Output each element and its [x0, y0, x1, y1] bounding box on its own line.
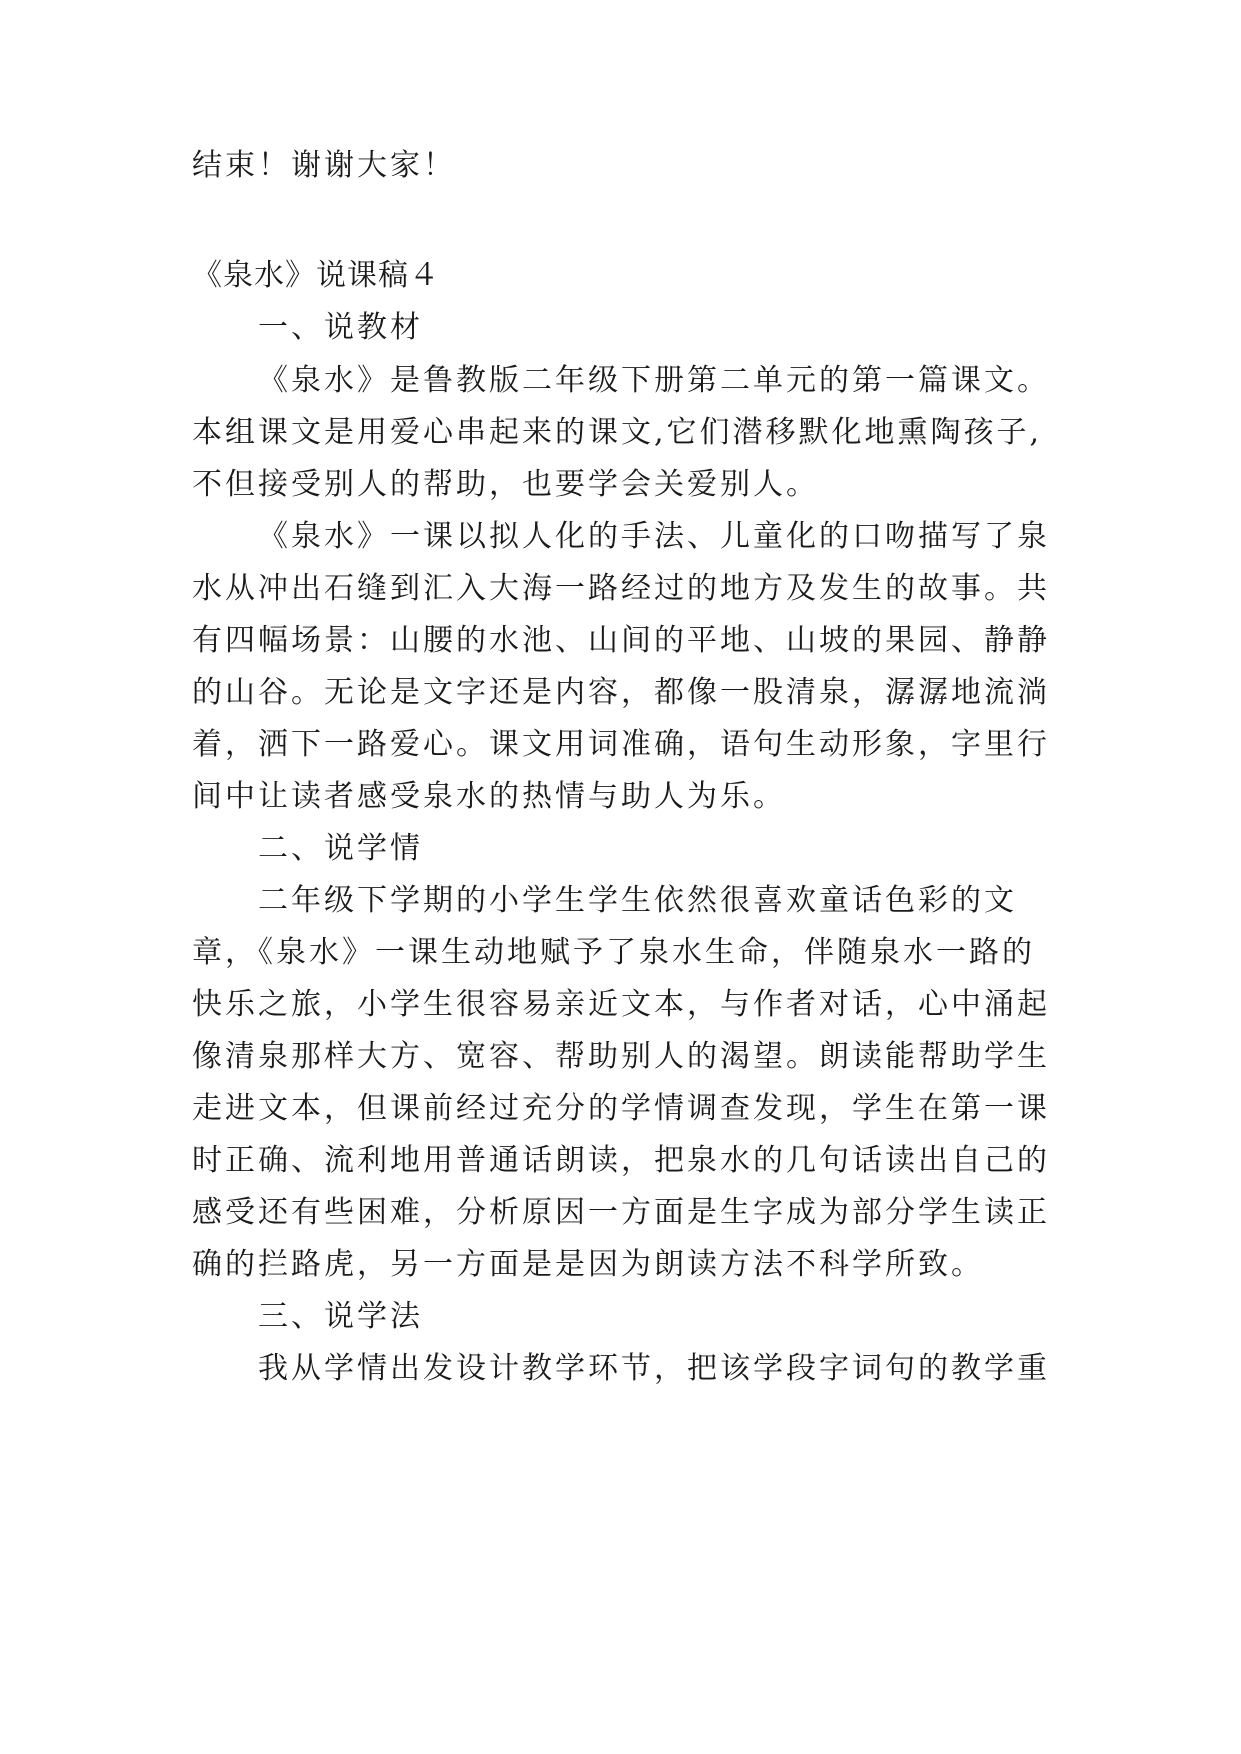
paragraph-line: 间中让读者感受泉水的热情与助人为乐。: [192, 779, 786, 814]
paragraph-line: 章，《泉水》一课生动地赋予了泉水生命，伴随泉水一路的: [192, 935, 1035, 970]
paragraph-line: 《泉水》是鲁教版二年级下册第二单元的第一篇课文。: [258, 363, 1050, 398]
paragraph-line: 水从冲出石缝到汇入大海一路经过的地方及发生的故事。共: [192, 571, 1050, 606]
paragraph-line: 我从学情出发设计教学环节，把该学段字词句的教学重: [258, 1351, 1050, 1386]
section-heading-methods: 三、说学法: [258, 1299, 423, 1334]
paragraph-line: 像清泉那样大方、宽容、帮助别人的渴望。朗读能帮助学生: [192, 1039, 1050, 1074]
paragraph-line: 二年级下学期的小学生学生依然很喜欢童话色彩的文: [258, 883, 1017, 918]
paragraph-line: 本组课文是用爱心串起来的课文,它们潜移默化地熏陶孩子,: [192, 415, 1043, 450]
paragraph-line: 的山谷。无论是文字还是内容，都像一股清泉，潺潺地流淌: [192, 675, 1050, 710]
section-heading-students: 二、说学情: [258, 831, 423, 866]
paragraph-line: 确的拦路虎，另一方面是是因为朗读方法不科学所致。: [192, 1247, 984, 1282]
paragraph-line: 着，洒下一路爱心。课文用词准确，语句生动形象，字里行: [192, 727, 1050, 762]
paragraph-line: 《泉水》一课以拟人化的手法、儿童化的口吻描写了泉: [258, 519, 1050, 554]
paragraph-line: 感受还有些困难，分析原因一方面是生字成为部分学生读正: [192, 1195, 1050, 1230]
paragraph-line: 时正确、流利地用普通话朗读，把泉水的几句话读出自己的: [192, 1143, 1050, 1178]
section-heading-textbook: 一、说教材: [258, 310, 423, 345]
paragraph-line: 有四幅场景：山腰的水池、山间的平地、山坡的果园、静静: [192, 623, 1050, 658]
document-title: 《泉水》说课稿４: [192, 258, 440, 293]
closing-line: 结束！谢谢大家！: [192, 148, 456, 183]
paragraph-line: 快乐之旅，小学生很容易亲近文本，与作者对话，心中涌起: [192, 987, 1050, 1022]
paragraph-line: 走进文本，但课前经过充分的学情调查发现，学生在第一课: [192, 1091, 1050, 1126]
paragraph-line: 不但接受别人的帮助，也要学会关爱别人。: [192, 467, 819, 502]
